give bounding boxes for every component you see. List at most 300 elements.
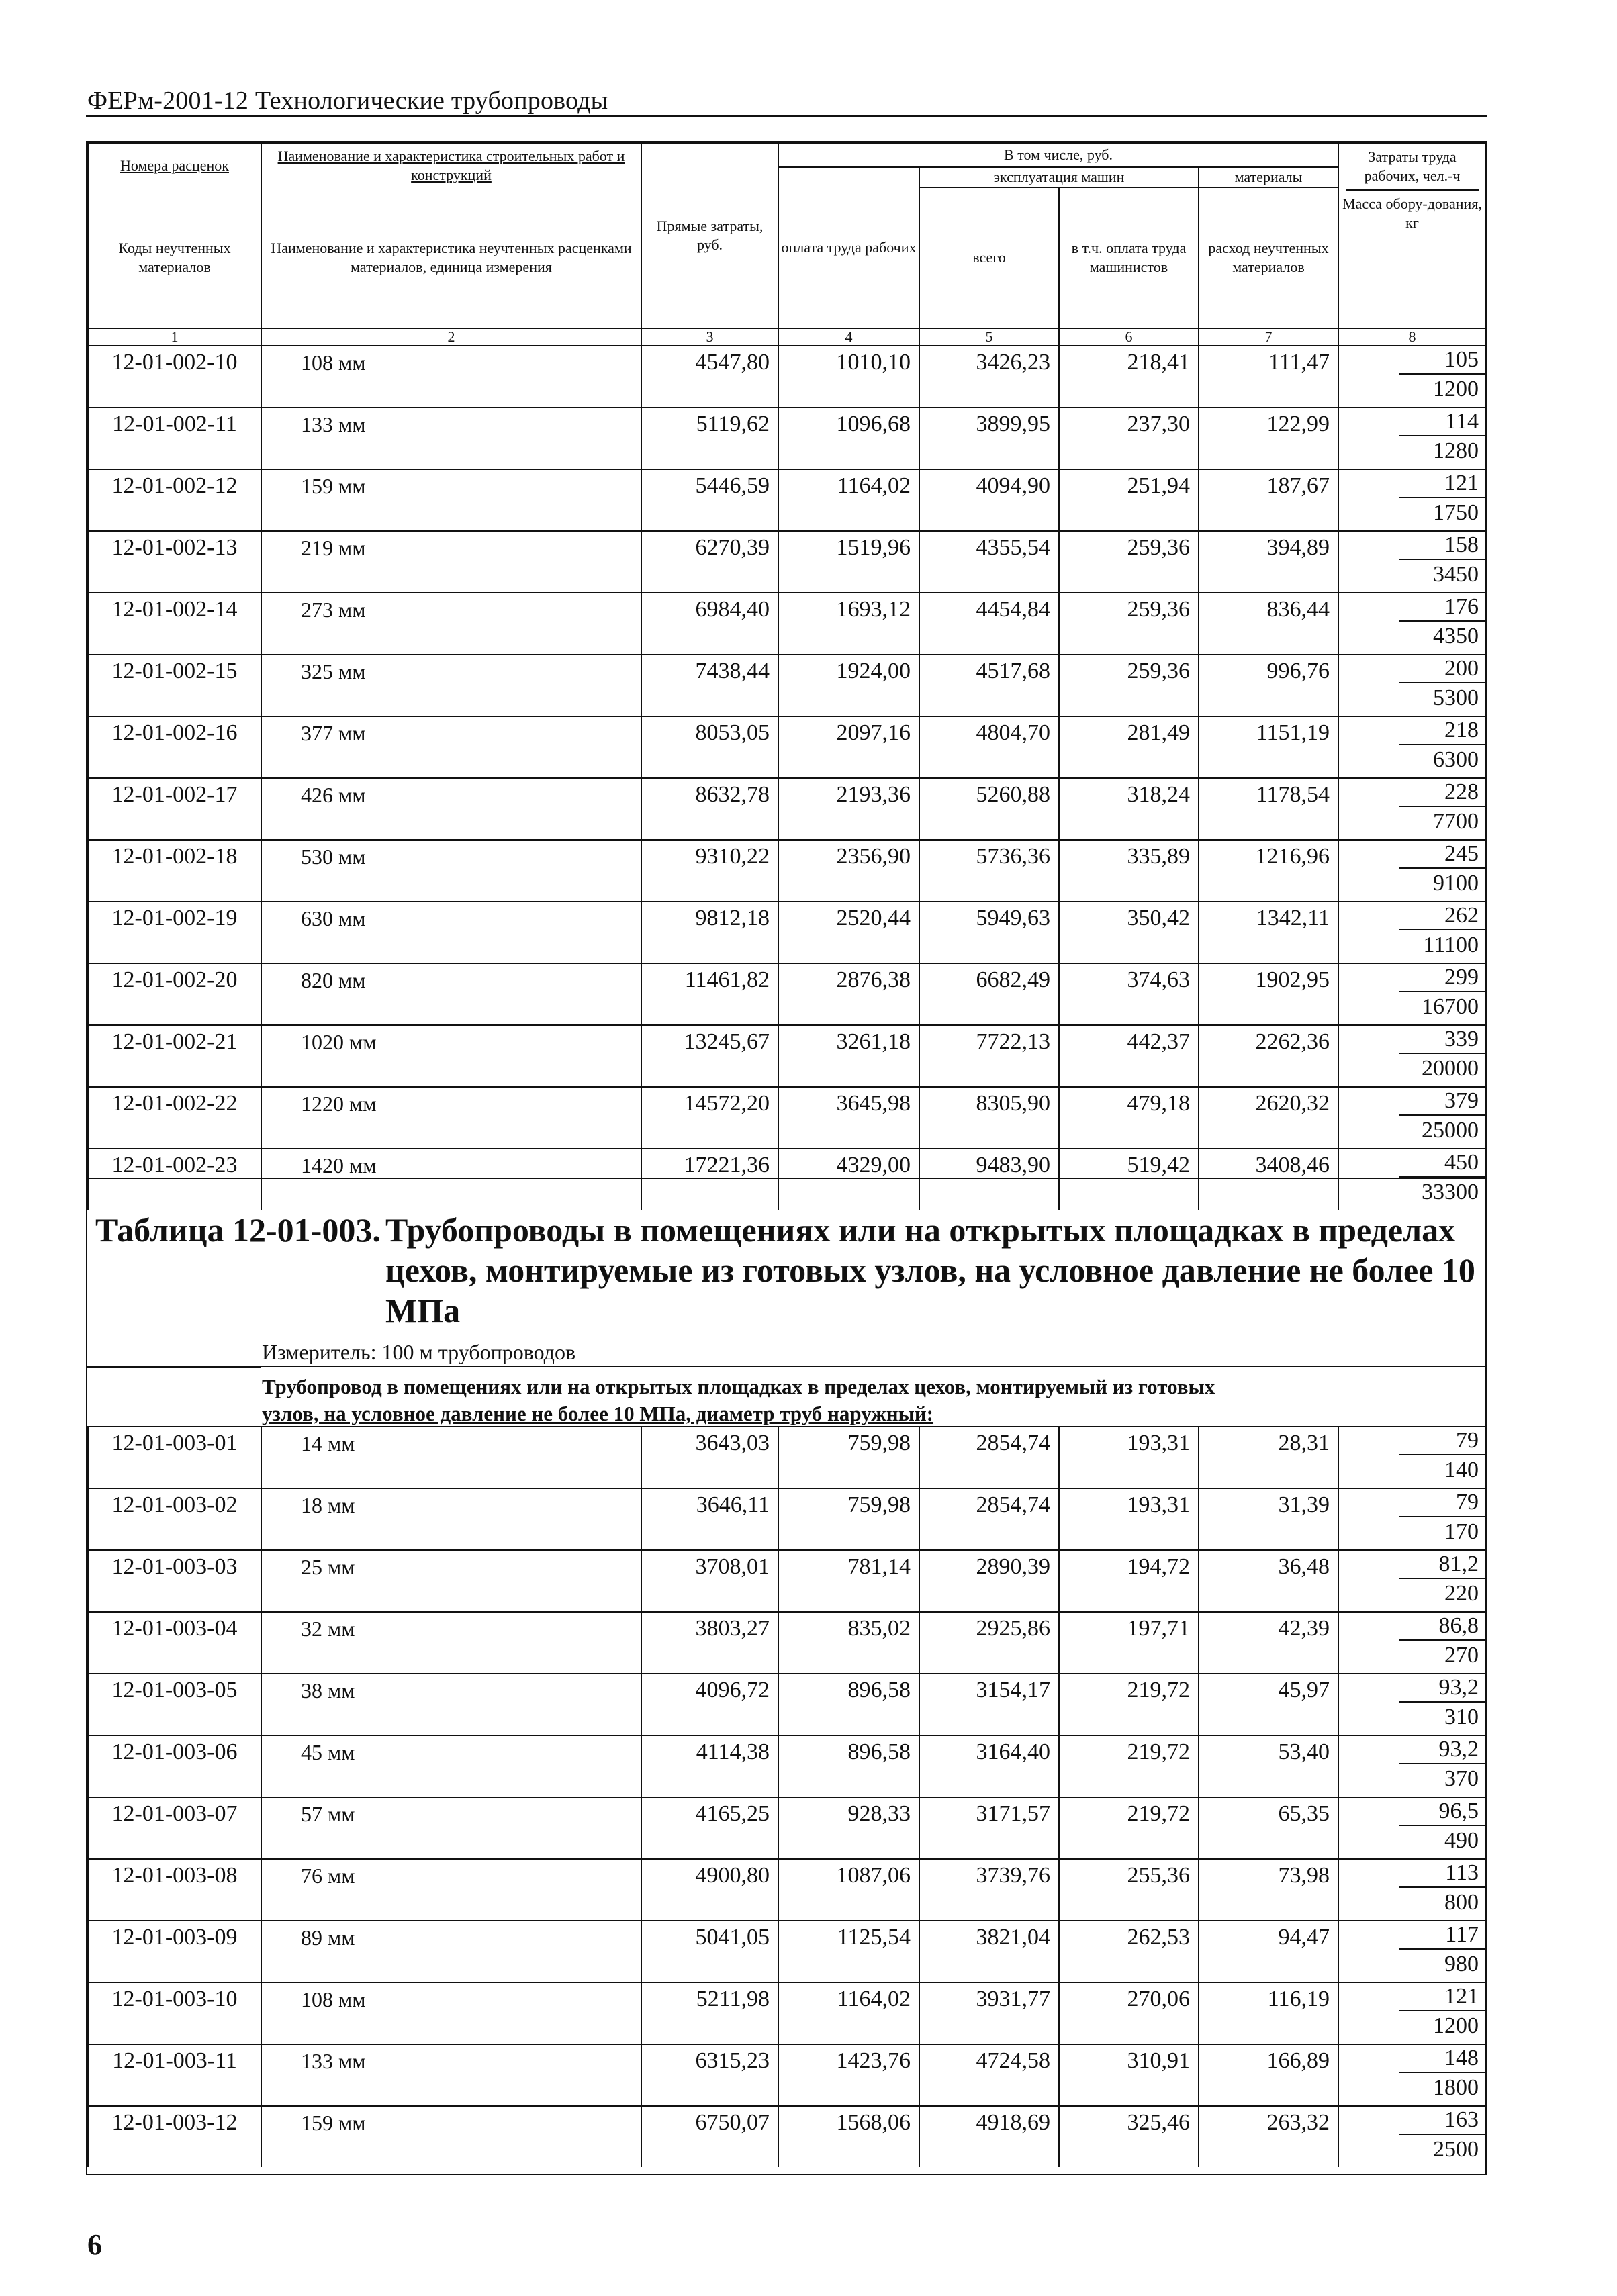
pipe-diameter: 57 мм xyxy=(261,1797,641,1859)
labor-cost: 4329,00 xyxy=(778,1149,919,1210)
machinists-labor: 325,46 xyxy=(1059,2106,1199,2167)
hours-mass-cell xyxy=(1338,1149,1486,1210)
rate-code: 12-01-002-14 xyxy=(88,593,261,655)
equipment-mass: 1280 xyxy=(1433,438,1479,463)
rate-code: 12-01-002-21 xyxy=(88,1025,261,1087)
header-machines: эксплуатация машин xyxy=(919,167,1199,187)
labor-cost: 2876,38 xyxy=(778,963,919,1025)
table-row xyxy=(88,1674,1486,1735)
materials-cost: 3408,46 xyxy=(1199,1149,1338,1210)
section-rule xyxy=(87,1366,1485,1367)
labor-hours: 86,8 xyxy=(1399,1613,1485,1641)
hours-mass-cell xyxy=(1338,963,1486,1025)
machinists-labor: 237,30 xyxy=(1059,408,1199,469)
direct-cost: 8053,05 xyxy=(641,716,778,778)
equipment-mass: 370 xyxy=(1444,1766,1479,1791)
pipe-diameter: 89 мм xyxy=(261,1921,641,1982)
equipment-mass: 140 xyxy=(1444,1457,1479,1482)
machinists-labor: 193,31 xyxy=(1059,1427,1199,1488)
pipe-diameter: 1020 мм xyxy=(261,1025,641,1087)
hours-mass-cell xyxy=(1338,655,1486,716)
labor-hours: 81,2 xyxy=(1399,1551,1485,1579)
labor-hours: 121 xyxy=(1399,470,1485,498)
title-rule xyxy=(86,115,1487,117)
header-mat-use: расход неучтенных материалов xyxy=(1199,187,1338,328)
column-number: 3 xyxy=(641,328,778,346)
materials-cost: 42,39 xyxy=(1199,1612,1338,1674)
rate-code: 12-01-003-03 xyxy=(88,1550,261,1612)
materials-cost: 263,32 xyxy=(1199,2106,1338,2167)
direct-cost: 4114,38 xyxy=(641,1735,778,1797)
labor-cost: 1924,00 xyxy=(778,655,919,716)
labor-cost: 3261,18 xyxy=(778,1025,919,1087)
page-number: 6 xyxy=(87,2228,102,2261)
machines-total: 4454,84 xyxy=(919,593,1059,655)
table-row xyxy=(88,2106,1486,2167)
pipe-diameter: 219 мм xyxy=(261,531,641,593)
rate-code: 12-01-003-02 xyxy=(88,1488,261,1550)
equipment-mass: 800 xyxy=(1444,1890,1479,1915)
header-codes-bottom: Коды неучтенных материалов xyxy=(88,187,261,328)
direct-cost: 9812,18 xyxy=(641,902,778,963)
rate-code: 12-01-002-22 xyxy=(88,1087,261,1149)
direct-cost: 6270,39 xyxy=(641,531,778,593)
header-mach-labor: в т.ч. оплата труда машинистов xyxy=(1059,187,1199,328)
direct-cost: 4096,72 xyxy=(641,1674,778,1735)
hours-mass-cell xyxy=(1338,716,1486,778)
table-bottom-rule xyxy=(87,1178,1485,1179)
labor-hours: 299 xyxy=(1399,964,1485,992)
header-hours xyxy=(1338,143,1486,328)
equipment-mass: 270 xyxy=(1444,1643,1479,1668)
labor-cost: 1519,96 xyxy=(778,531,919,593)
hours-mass-cell xyxy=(1338,469,1486,531)
machinists-labor: 270,06 xyxy=(1059,1982,1199,2044)
pipe-diameter: 377 мм xyxy=(261,716,641,778)
machinists-labor: 310,91 xyxy=(1059,2044,1199,2106)
table-row xyxy=(88,840,1486,902)
direct-cost: 5211,98 xyxy=(641,1982,778,2044)
table-row xyxy=(88,1550,1486,1612)
labor-hours: 245 xyxy=(1399,841,1485,869)
machinists-labor: 335,89 xyxy=(1059,840,1199,902)
materials-cost: 28,31 xyxy=(1199,1427,1338,1488)
equipment-mass: 490 xyxy=(1444,1828,1479,1853)
equipment-mass: 11100 xyxy=(1423,932,1479,957)
machinists-labor: 374,63 xyxy=(1059,963,1199,1025)
labor-hours: 228 xyxy=(1399,779,1485,807)
materials-cost: 166,89 xyxy=(1199,2044,1338,2106)
direct-cost: 3646,11 xyxy=(641,1488,778,1550)
materials-cost: 122,99 xyxy=(1199,408,1338,469)
labor-hours: 105 xyxy=(1399,346,1485,375)
hours-mass-cell xyxy=(1338,2106,1486,2167)
equipment-mass: 4350 xyxy=(1433,624,1479,649)
header-codes-top: Номера расценок xyxy=(88,143,261,187)
machines-total: 4918,69 xyxy=(919,2106,1059,2167)
labor-cost: 928,33 xyxy=(778,1797,919,1859)
equipment-mass: 310 xyxy=(1444,1705,1479,1729)
machines-total: 3931,77 xyxy=(919,1982,1059,2044)
equipment-mass: 5300 xyxy=(1433,685,1479,710)
rate-code: 12-01-003-08 xyxy=(88,1859,261,1921)
direct-cost: 4547,80 xyxy=(641,346,778,408)
materials-cost: 53,40 xyxy=(1199,1735,1338,1797)
hours-mass-cell xyxy=(1338,593,1486,655)
machines-total: 4517,68 xyxy=(919,655,1059,716)
direct-cost: 5119,62 xyxy=(641,408,778,469)
hours-mass-cell xyxy=(1338,1087,1486,1149)
direct-cost: 6750,07 xyxy=(641,2106,778,2167)
rate-code: 12-01-002-15 xyxy=(88,655,261,716)
labor-hours: 117 xyxy=(1399,1921,1485,1950)
header-name-top: Наименование и характеристика строительных работ и конструкций xyxy=(261,143,641,187)
equipment-mass: 1750 xyxy=(1433,500,1479,525)
measure-unit: Измеритель: 100 м трубопроводов xyxy=(262,1340,576,1364)
materials-cost: 73,98 xyxy=(1199,1859,1338,1921)
table-row xyxy=(88,1427,1486,1488)
column-number: 8 xyxy=(1338,328,1486,346)
labor-hours: 450 xyxy=(1399,1149,1485,1178)
labor-hours: 200 xyxy=(1399,655,1485,683)
rate-code: 12-01-002-11 xyxy=(88,408,261,469)
hours-mass-cell xyxy=(1338,902,1486,963)
materials-cost: 836,44 xyxy=(1199,593,1338,655)
rate-code: 12-01-002-12 xyxy=(88,469,261,531)
labor-cost: 781,14 xyxy=(778,1550,919,1612)
rate-code: 12-01-002-18 xyxy=(88,840,261,902)
machines-total: 4804,70 xyxy=(919,716,1059,778)
labor-cost: 1096,68 xyxy=(778,408,919,469)
rates-sheet xyxy=(86,141,1487,2175)
materials-cost: 116,19 xyxy=(1199,1982,1338,2044)
machinists-labor: 519,42 xyxy=(1059,1149,1199,1210)
table-row xyxy=(88,1735,1486,1797)
rate-code: 12-01-002-17 xyxy=(88,778,261,840)
machines-total: 2890,39 xyxy=(919,1550,1059,1612)
labor-hours: 148 xyxy=(1399,2045,1485,2073)
hours-mass-cell xyxy=(1338,1921,1486,1982)
machines-total: 7722,13 xyxy=(919,1025,1059,1087)
labor-hours: 93,2 xyxy=(1399,1674,1485,1703)
hours-mass-cell xyxy=(1338,1612,1486,1674)
equipment-mass: 16700 xyxy=(1422,994,1479,1019)
pipe-diameter: 108 мм xyxy=(261,1982,641,2044)
header-materials: материалы xyxy=(1199,167,1338,187)
table-row xyxy=(88,1859,1486,1921)
table-row xyxy=(88,1982,1486,2044)
materials-cost: 111,47 xyxy=(1199,346,1338,408)
machines-total: 2854,74 xyxy=(919,1488,1059,1550)
table-row xyxy=(88,1612,1486,1674)
labor-cost: 1568,06 xyxy=(778,2106,919,2167)
rate-code: 12-01-003-11 xyxy=(88,2044,261,2106)
pipe-diameter: 32 мм xyxy=(261,1612,641,1674)
table-row xyxy=(88,408,1486,469)
table-row xyxy=(88,1149,1486,1210)
machines-total: 4724,58 xyxy=(919,2044,1059,2106)
pipe-diameter: 159 мм xyxy=(261,2106,641,2167)
labor-cost: 1125,54 xyxy=(778,1921,919,1982)
labor-cost: 1693,12 xyxy=(778,593,919,655)
labor-hours: 262 xyxy=(1399,902,1485,930)
equipment-mass: 220 xyxy=(1444,1581,1479,1606)
section-subtitle-line: узлов, на условное давление не более 10 МПа, диаметр труб наружный: xyxy=(262,1402,934,1425)
materials-cost: 36,48 xyxy=(1199,1550,1338,1612)
rate-code: 12-01-003-07 xyxy=(88,1797,261,1859)
direct-cost: 7438,44 xyxy=(641,655,778,716)
materials-cost: 2262,36 xyxy=(1199,1025,1338,1087)
labor-cost: 896,58 xyxy=(778,1735,919,1797)
table-row xyxy=(88,902,1486,963)
labor-hours: 79 xyxy=(1399,1427,1485,1455)
pipe-diameter: 1220 мм xyxy=(261,1087,641,1149)
table-number: Таблица 12-01-003. xyxy=(95,1211,381,1249)
column-number: 2 xyxy=(261,328,641,346)
equipment-mass: 1200 xyxy=(1433,2013,1479,2038)
rate-code: 12-01-002-16 xyxy=(88,716,261,778)
labor-cost: 2520,44 xyxy=(778,902,919,963)
labor-hours: 379 xyxy=(1399,1088,1485,1116)
direct-cost: 9310,22 xyxy=(641,840,778,902)
table-row xyxy=(88,1087,1486,1149)
hours-mass-cell xyxy=(1338,1025,1486,1087)
direct-cost: 11461,82 xyxy=(641,963,778,1025)
labor-cost: 1087,06 xyxy=(778,1859,919,1921)
machinists-labor: 197,71 xyxy=(1059,1612,1199,1674)
table-row xyxy=(88,531,1486,593)
materials-cost: 394,89 xyxy=(1199,531,1338,593)
direct-cost: 6984,40 xyxy=(641,593,778,655)
labor-cost: 1164,02 xyxy=(778,1982,919,2044)
labor-hours: 121 xyxy=(1399,1983,1485,2011)
materials-cost: 1342,11 xyxy=(1199,902,1338,963)
materials-cost: 1178,54 xyxy=(1199,778,1338,840)
rate-code: 12-01-003-05 xyxy=(88,1674,261,1735)
pipe-diameter: 820 мм xyxy=(261,963,641,1025)
machinists-labor: 219,72 xyxy=(1059,1797,1199,1859)
column-number: 5 xyxy=(919,328,1059,346)
machines-total: 3171,57 xyxy=(919,1797,1059,1859)
rate-code: 12-01-002-23 xyxy=(88,1149,261,1210)
direct-cost: 17221,36 xyxy=(641,1149,778,1210)
machinists-labor: 255,36 xyxy=(1059,1859,1199,1921)
header-labor: оплата труда рабочих xyxy=(778,167,919,328)
machinists-labor: 218,41 xyxy=(1059,346,1199,408)
table-12-01-002 xyxy=(87,345,1487,1210)
machinists-labor: 194,72 xyxy=(1059,1550,1199,1612)
equipment-mass: 7700 xyxy=(1433,809,1479,834)
machines-total: 5949,63 xyxy=(919,902,1059,963)
header-mach-total: всего xyxy=(919,187,1059,328)
machinists-labor: 193,31 xyxy=(1059,1488,1199,1550)
table-header xyxy=(87,142,1487,329)
column-numbers xyxy=(87,328,1487,346)
hours-mass-cell xyxy=(1338,408,1486,469)
machinists-labor: 259,36 xyxy=(1059,531,1199,593)
machinists-labor: 281,49 xyxy=(1059,716,1199,778)
table-row xyxy=(88,1025,1486,1087)
equipment-mass: 170 xyxy=(1444,1519,1479,1544)
hours-mass-cell xyxy=(1338,1982,1486,2044)
table-row xyxy=(88,1797,1486,1859)
direct-cost: 3803,27 xyxy=(641,1612,778,1674)
materials-cost: 65,35 xyxy=(1199,1797,1338,1859)
machines-total: 4355,54 xyxy=(919,531,1059,593)
table-row xyxy=(88,778,1486,840)
labor-cost: 835,02 xyxy=(778,1612,919,1674)
hours-mass-cell xyxy=(1338,346,1486,408)
machines-total: 2925,86 xyxy=(919,1612,1059,1674)
direct-cost: 6315,23 xyxy=(641,2044,778,2106)
column-number: 6 xyxy=(1059,328,1199,346)
hours-mass-cell xyxy=(1338,1550,1486,1612)
rate-code: 12-01-002-10 xyxy=(88,346,261,408)
table-12-01-003 xyxy=(87,1426,1487,2167)
labor-hours: 158 xyxy=(1399,532,1485,560)
rate-code: 12-01-003-01 xyxy=(88,1427,261,1488)
pipe-diameter: 25 мм xyxy=(261,1550,641,1612)
pipe-diameter: 76 мм xyxy=(261,1859,641,1921)
pipe-diameter: 18 мм xyxy=(261,1488,641,1550)
labor-cost: 759,98 xyxy=(778,1427,919,1488)
equipment-mass: 1800 xyxy=(1433,2075,1479,2100)
header-hours-label: Затраты труда рабочих, чел.-ч xyxy=(1364,148,1461,184)
direct-cost: 4165,25 xyxy=(641,1797,778,1859)
labor-cost: 3645,98 xyxy=(778,1087,919,1149)
header-direct: Прямые затраты, руб. xyxy=(641,143,778,328)
labor-hours: 96,5 xyxy=(1399,1798,1485,1826)
labor-cost: 2097,16 xyxy=(778,716,919,778)
rate-code: 12-01-003-10 xyxy=(88,1982,261,2044)
rate-code: 12-01-002-20 xyxy=(88,963,261,1025)
direct-cost: 3643,03 xyxy=(641,1427,778,1488)
labor-hours: 218 xyxy=(1399,717,1485,745)
machines-total: 8305,90 xyxy=(919,1087,1059,1149)
direct-cost: 8632,78 xyxy=(641,778,778,840)
direct-cost: 5446,59 xyxy=(641,469,778,531)
labor-hours: 339 xyxy=(1399,1026,1485,1054)
machines-total: 3821,04 xyxy=(919,1921,1059,1982)
labor-cost: 896,58 xyxy=(778,1674,919,1735)
hours-mass-cell xyxy=(1338,1488,1486,1550)
equipment-mass: 6300 xyxy=(1433,747,1479,772)
materials-cost: 31,39 xyxy=(1199,1488,1338,1550)
equipment-mass: 33300 xyxy=(1422,1180,1479,1204)
table-caption: Трубопроводы в помещениях или на открытых площадках в пределах цехов, монтируемые из готовых узлов, на условное давление не более 10 МПа xyxy=(385,1211,1475,1329)
pipe-diameter: 133 мм xyxy=(261,408,641,469)
table-row xyxy=(88,2044,1486,2106)
direct-cost: 14572,20 xyxy=(641,1087,778,1149)
labor-cost: 1164,02 xyxy=(778,469,919,531)
labor-hours: 176 xyxy=(1399,593,1485,622)
machinists-labor: 219,72 xyxy=(1059,1674,1199,1735)
table-row xyxy=(88,1921,1486,1982)
pipe-diameter: 426 мм xyxy=(261,778,641,840)
machines-total: 3426,23 xyxy=(919,346,1059,408)
machines-total: 3739,76 xyxy=(919,1859,1059,1921)
labor-cost: 2356,90 xyxy=(778,840,919,902)
equipment-mass: 9100 xyxy=(1433,871,1479,896)
labor-cost: 2193,36 xyxy=(778,778,919,840)
equipment-mass: 25000 xyxy=(1422,1118,1479,1143)
pipe-diameter: 1420 мм xyxy=(261,1149,641,1210)
hours-mass-cell xyxy=(1338,531,1486,593)
labor-hours: 79 xyxy=(1399,1489,1485,1517)
direct-cost: 3708,01 xyxy=(641,1550,778,1612)
machinists-labor: 350,42 xyxy=(1059,902,1199,963)
table-row xyxy=(88,716,1486,778)
header-group: В том числе, руб. xyxy=(778,143,1338,167)
hours-mass-cell xyxy=(1338,2044,1486,2106)
pipe-diameter: 273 мм xyxy=(261,593,641,655)
machinists-labor: 259,36 xyxy=(1059,655,1199,716)
machinists-labor: 219,72 xyxy=(1059,1735,1199,1797)
rate-code: 12-01-002-19 xyxy=(88,902,261,963)
machines-total: 3154,17 xyxy=(919,1674,1059,1735)
pipe-diameter: 159 мм xyxy=(261,469,641,531)
machinists-labor: 479,18 xyxy=(1059,1087,1199,1149)
equipment-mass: 3450 xyxy=(1433,562,1479,587)
column-number: 1 xyxy=(88,328,261,346)
labor-hours: 113 xyxy=(1399,1860,1485,1888)
machines-total: 4094,90 xyxy=(919,469,1059,531)
machines-total: 3899,95 xyxy=(919,408,1059,469)
table-row xyxy=(88,963,1486,1025)
equipment-mass: 980 xyxy=(1444,1952,1479,1976)
labor-cost: 759,98 xyxy=(778,1488,919,1550)
hours-mass-cell xyxy=(1338,1735,1486,1797)
column-number: 7 xyxy=(1199,328,1338,346)
materials-cost: 2620,32 xyxy=(1199,1087,1338,1149)
direct-cost: 4900,80 xyxy=(641,1859,778,1921)
section-subtitle xyxy=(262,1374,1471,1427)
machinists-labor: 318,24 xyxy=(1059,778,1199,840)
machines-total: 5736,36 xyxy=(919,840,1059,902)
hours-mass-cell xyxy=(1338,1859,1486,1921)
pipe-diameter: 108 мм xyxy=(261,346,641,408)
pipe-diameter: 325 мм xyxy=(261,655,641,716)
table-row xyxy=(88,655,1486,716)
header-mass-label: Масса обору-дования, кг xyxy=(1342,195,1482,231)
header-name-bottom: Наименование и характеристика неучтенных расценками материалов, единица измерения xyxy=(261,187,641,328)
direct-cost: 13245,67 xyxy=(641,1025,778,1087)
machinists-labor: 251,94 xyxy=(1059,469,1199,531)
labor-hours: 93,2 xyxy=(1399,1736,1485,1764)
pipe-diameter: 530 мм xyxy=(261,840,641,902)
table-row xyxy=(88,469,1486,531)
hours-mass-cell xyxy=(1338,1427,1486,1488)
table-row xyxy=(88,1488,1486,1550)
hours-mass-cell xyxy=(1338,778,1486,840)
rate-code: 12-01-002-13 xyxy=(88,531,261,593)
labor-cost: 1423,76 xyxy=(778,2044,919,2106)
rate-code: 12-01-003-12 xyxy=(88,2106,261,2167)
labor-hours: 114 xyxy=(1399,408,1485,436)
pipe-diameter: 38 мм xyxy=(261,1674,641,1735)
hours-mass-cell xyxy=(1338,840,1486,902)
direct-cost: 5041,05 xyxy=(641,1921,778,1982)
pipe-diameter: 45 мм xyxy=(261,1735,641,1797)
page-title: ФЕРм-2001-12 Технологические трубопроводы xyxy=(87,87,608,115)
hours-mass-cell xyxy=(1338,1797,1486,1859)
machines-total: 6682,49 xyxy=(919,963,1059,1025)
rate-code: 12-01-003-04 xyxy=(88,1612,261,1674)
pipe-diameter: 630 мм xyxy=(261,902,641,963)
table-row xyxy=(88,346,1486,408)
machines-total: 9483,90 xyxy=(919,1149,1059,1210)
materials-cost: 187,67 xyxy=(1199,469,1338,531)
